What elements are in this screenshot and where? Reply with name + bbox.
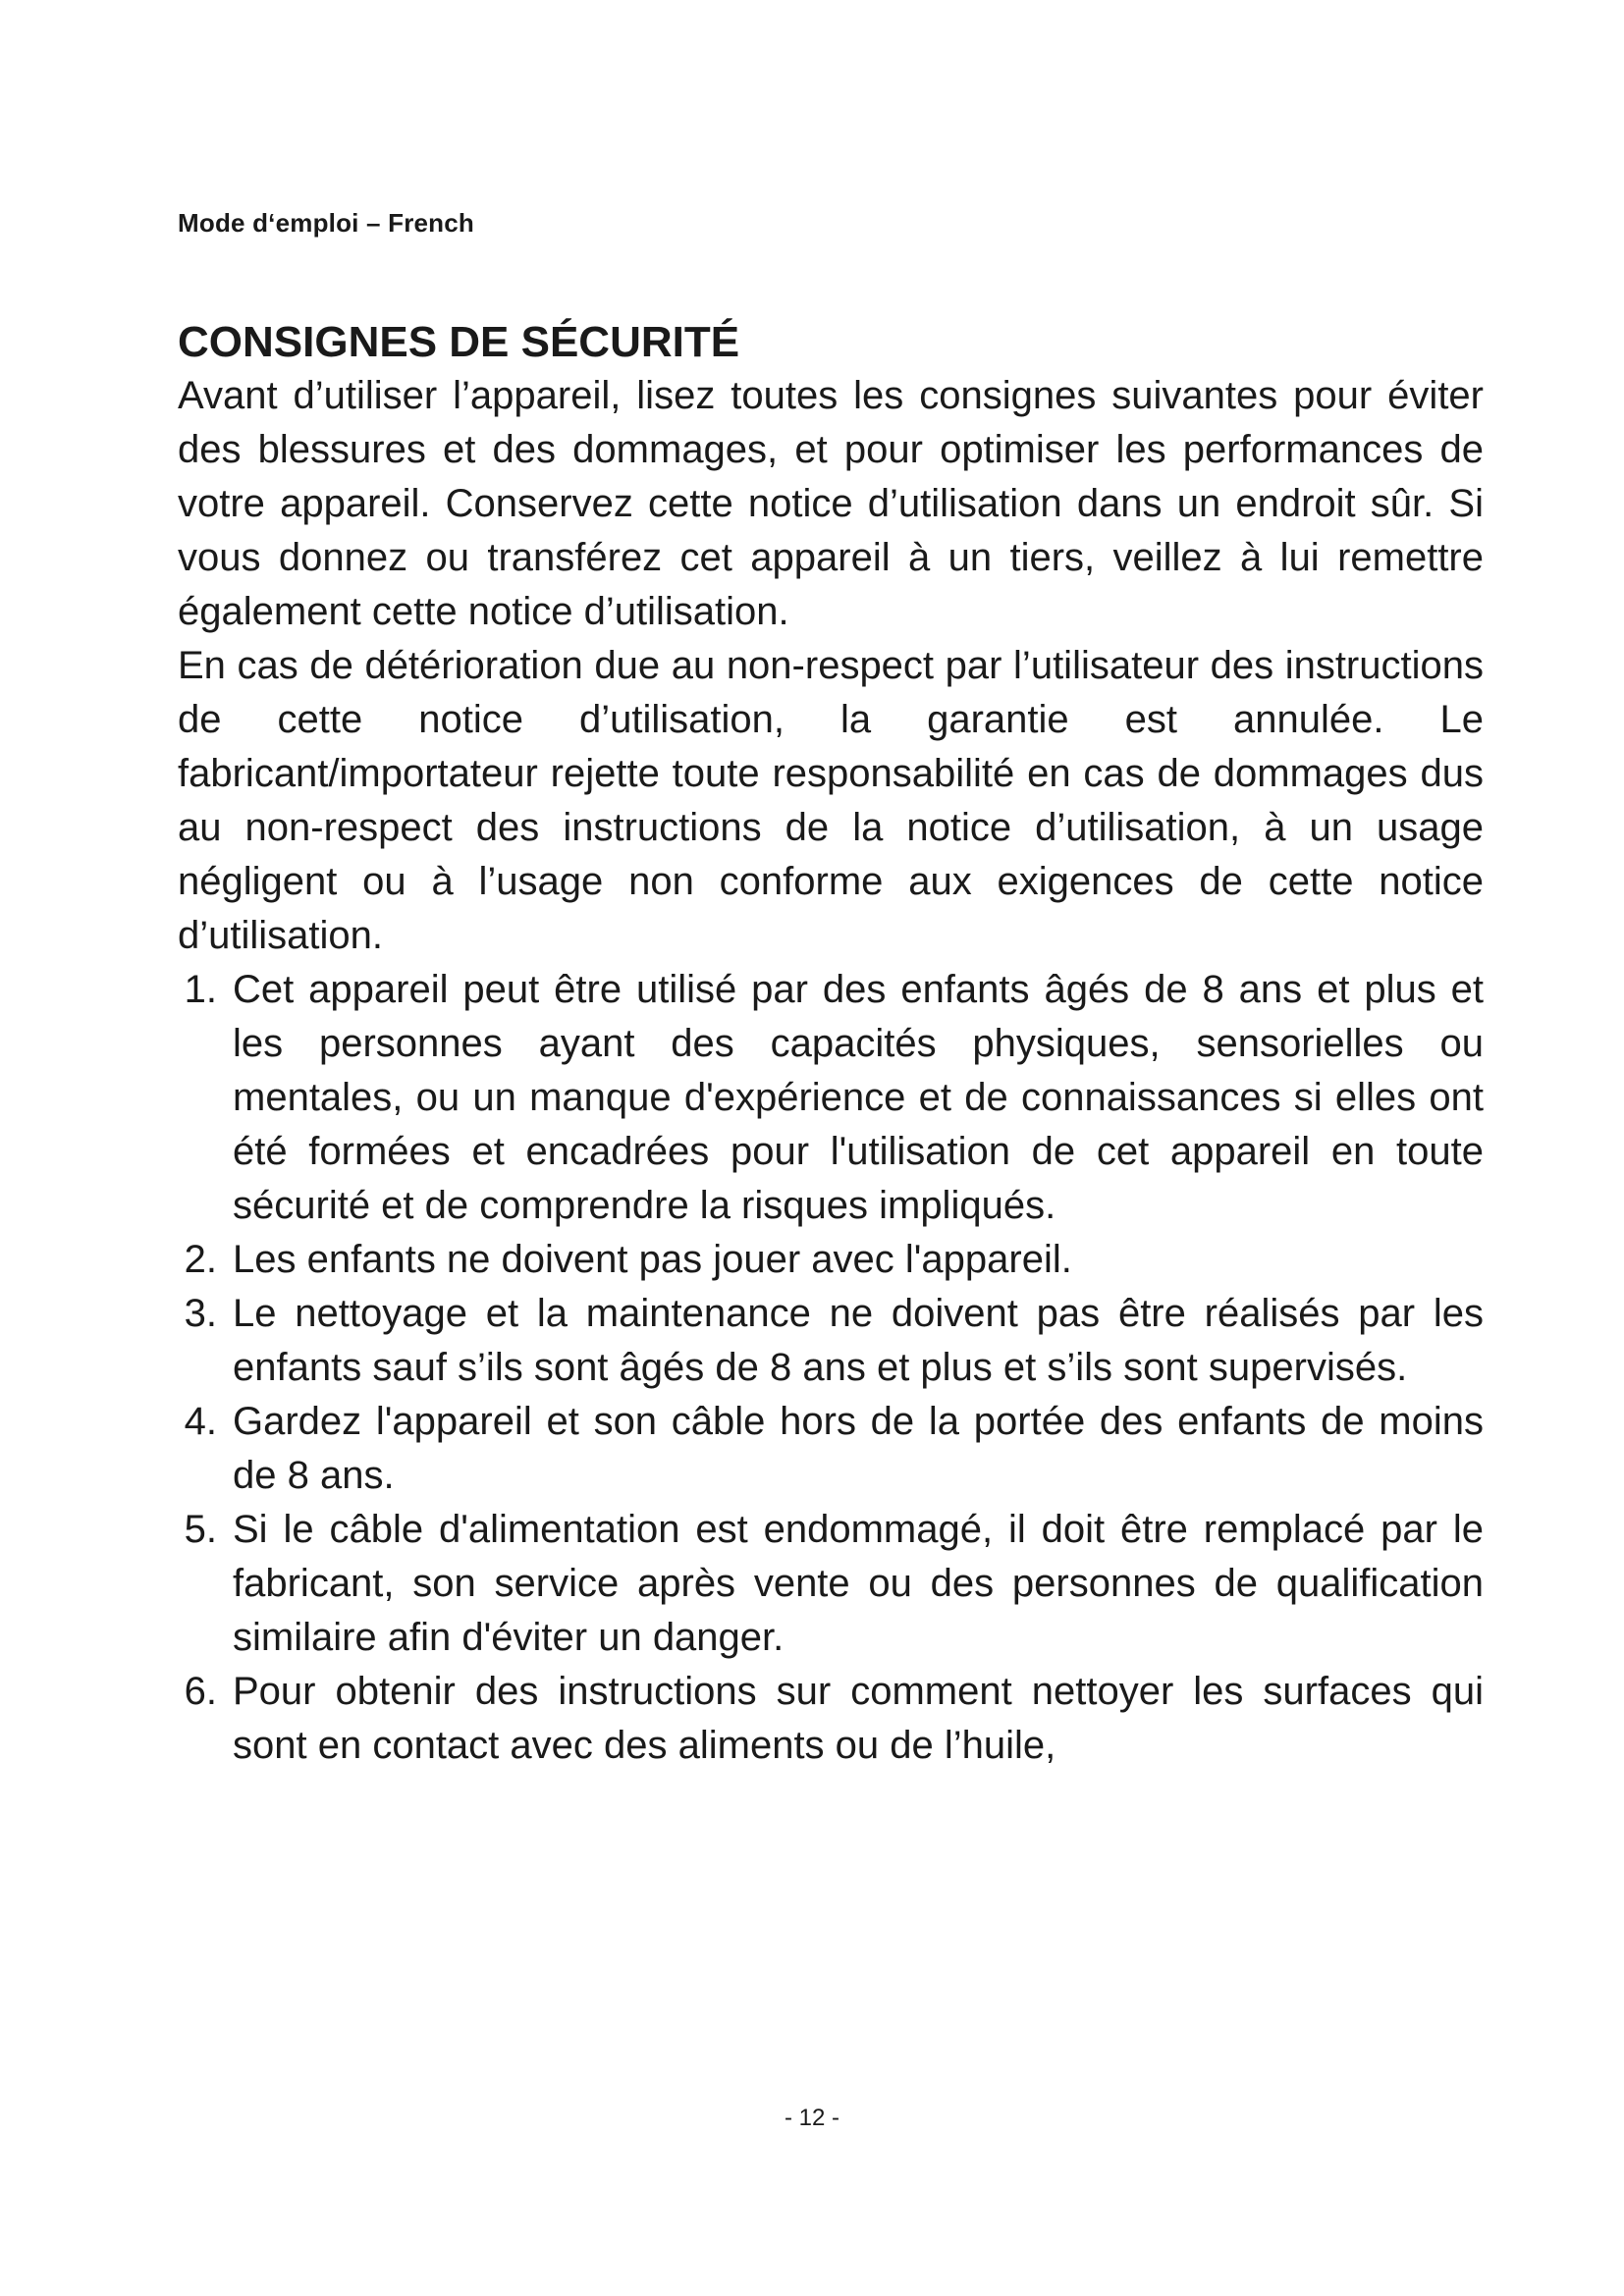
list-item [178,1395,1484,1503]
list-item-text: Cet appareil peut être utilisé par des enfants âgés de 8 ans et plus et les personnes ayant des capacités physiques, sensorielles ou mentales, ou un manque d'expérience et de connaissances si elles ont été formées et encadrées pour l'utilisation de cet appareil en toute sécurité et de comprendre la risques impliqués. [233,968,1484,1227]
section-title: CONSIGNES DE SÉCURITÉ [178,318,740,366]
list-item [178,1665,1484,1773]
list-item-number: 1. [184,968,217,1011]
list-item [178,1287,1484,1395]
page-number: - 12 - [784,2105,839,2131]
list-item-number: 5. [184,1508,217,1551]
list-item-text: Le nettoyage et la maintenance ne doivent pas être réalisés par les enfants sauf s’ils sont âgés de 8 ans et plus et s’ils sont supervisés. [233,1292,1484,1389]
list-item [178,1503,1484,1665]
list-item [178,1233,1484,1287]
list-item-text: Pour obtenir des instructions sur comment nettoyer les surfaces qui sont en contact avec des aliments ou de l’huile, [233,1670,1484,1767]
list-item-number: 2. [184,1238,217,1281]
list-item [178,963,1484,1233]
document-header: Mode d‘emploi – French [178,208,474,238]
safety-section [178,316,1484,1773]
safety-list [178,963,1484,1773]
list-item-text: Gardez l'appareil et son câble hors de la portée des enfants de moins de 8 ans. [233,1400,1484,1497]
list-item-number: 3. [184,1292,217,1335]
list-item-number: 4. [184,1400,217,1443]
list-item-text: Les enfants ne doivent pas jouer avec l'appareil. [233,1238,1072,1281]
list-item-number: 6. [184,1670,217,1713]
list-item-text: Si le câble d'alimentation est endommagé, il doit être remplacé par le fabricant, son service après vente ou des personnes de qualification similaire afin d'éviter un danger. [233,1508,1484,1659]
warranty-paragraph: En cas de détérioration due au non-respect par l’utilisateur des instructions de cette notice d’utilisation, la garantie est annulée. Le fabricant/importateur rejette toute responsabilité en cas de dommages dus au non-respect des instructions de la notice d’utilisation, à un usage négligent ou à l’usage non conforme aux exigences de cette notice d’utilisation. [178,644,1484,957]
intro-paragraph: Avant d’utiliser l’appareil, lisez toutes les consignes suivantes pour éviter des blessures et des dommages, et pour optimiser les performances de votre appareil. Conservez cette notice d’utilisation dans un endroit sûr. Si vous donnez ou transférez cet appareil à un tiers, veillez à lui remettre également cette notice d’utilisation. [178,374,1484,633]
